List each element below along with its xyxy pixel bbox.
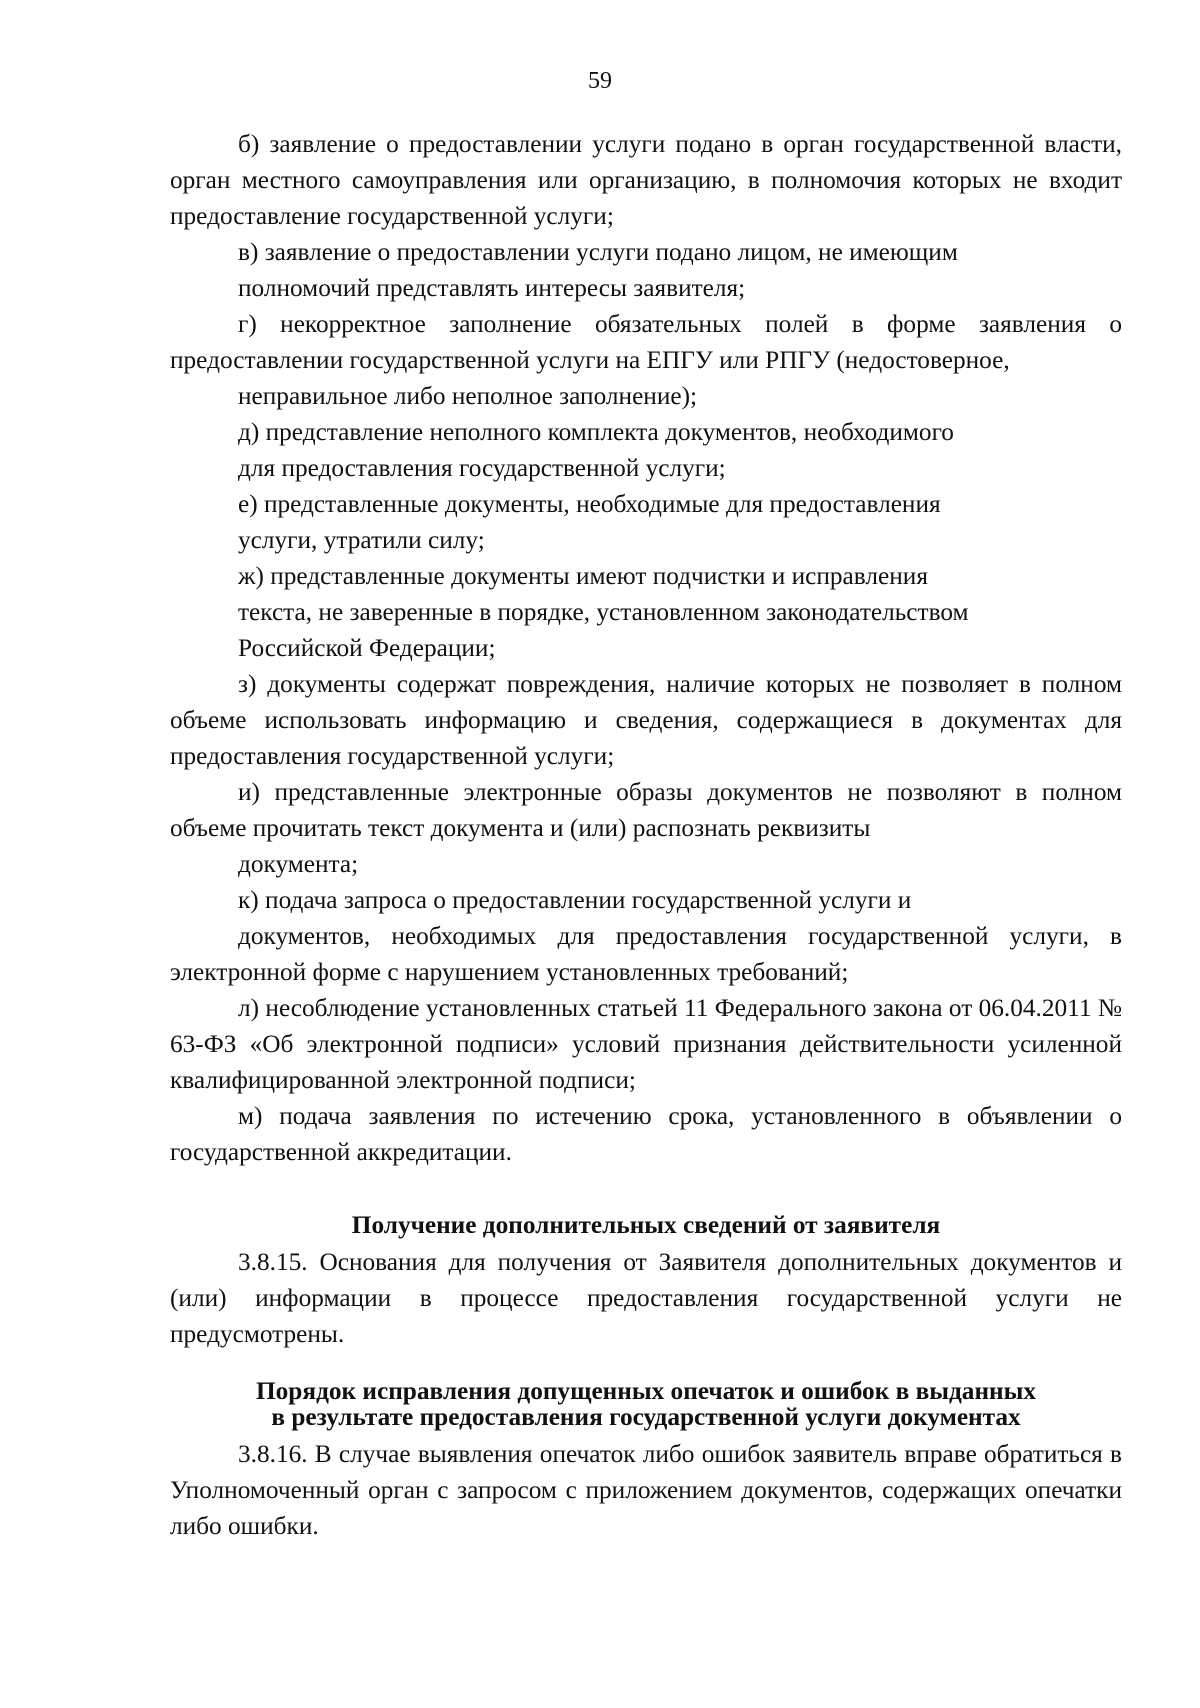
item-m: м) подача заявления по истечению срока, установленного в объявлении о государственной аккредитации. (170, 1102, 1122, 1166)
item-e-line1: е) представленные документы, необходимые для предоставления (238, 490, 941, 518)
section-heading-corrections (170, 1378, 1122, 1430)
item-e-line2: услуги, утратили силу; (238, 526, 485, 554)
section-heading-corrections-line2: в результате предоставления государственной услуги документах (271, 1403, 1021, 1431)
item-v (238, 234, 1122, 306)
section-heading-corrections-line1: Порядок исправления допущенных опечаток и ошибок в выданных (255, 1377, 1036, 1405)
section-heading-additional-info: Получение дополнительных сведений от заявителя (351, 1211, 941, 1239)
item-g-line3-block (238, 378, 1122, 414)
item-i-line3-block (238, 846, 1122, 882)
item-k-line1: к) подача запроса о предоставлении государственной услуги и (238, 886, 912, 914)
page-number: 59 (588, 68, 612, 94)
item-b: б) заявление о предоставлении услуги подано в орган государственной власти, орган местного самоуправления или организацию, в полномочия которых не входит предоставление государственной услуги; (170, 130, 1122, 230)
item-v-line2: полномочий представлять интересы заявителя; (238, 274, 746, 302)
item-d (238, 414, 1122, 486)
item-i: и) представленные электронные образы документов не позволяют в полном объеме прочитать текст документа и (или) распознать реквизиты (170, 778, 1122, 842)
item-g-line3: неправильное либо неполное заполнение); (238, 382, 698, 410)
item-l: л) несоблюдение установленных статьей 11 Федерального закона от 06.04.2011 № 63-ФЗ «Об электронной подписи» условий признания действительности усиленной квалифицированной электронной подписи; (170, 994, 1122, 1094)
item-zh-line2: текста, не заверенные в порядке, установленном законодательством (238, 598, 969, 626)
item-k-rest: документов, необходимых для предоставления государственной услуги, в электронной форме с нарушением установленных требований; (170, 922, 1122, 986)
item-k-line1-block (238, 882, 1122, 918)
section-text-3-8-16: 3.8.16. В случае выявления опечаток либо ошибок заявитель вправе обратиться в Уполномоченный орган с запросом с приложением документов, содержащих опечатки либо ошибки. (170, 1440, 1122, 1540)
item-e (238, 486, 1122, 558)
item-zh-line1: ж) представленные документы имеют подчистки и исправления (238, 562, 928, 590)
item-zh (238, 558, 1122, 666)
item-zh-line3: Российской Федерации; (238, 634, 496, 662)
item-v-line1: в) заявление о предоставлении услуги подано лицом, не имеющим (238, 238, 958, 266)
section-text-3-8-15: 3.8.15. Основания для получения от Заявителя дополнительных документов и (или) информации в процессе предоставления государственной услуги не предусмотрены. (170, 1248, 1122, 1348)
item-d-line2: для предоставления государственной услуги; (238, 454, 726, 482)
item-d-line1: д) представление неполного комплекта документов, необходимого (238, 418, 954, 446)
item-g: г) некорректное заполнение обязательных полей в форме заявления о предоставлении государственной услуги на ЕПГУ или РПГУ (недостоверное, (170, 310, 1122, 374)
item-i-line3: документа; (238, 850, 359, 878)
item-z: з) документы содержат повреждения, наличие которых не позволяет в полном объеме использовать информацию и сведения, содержащиеся в документах для предоставления государственной услуги; (170, 670, 1122, 770)
